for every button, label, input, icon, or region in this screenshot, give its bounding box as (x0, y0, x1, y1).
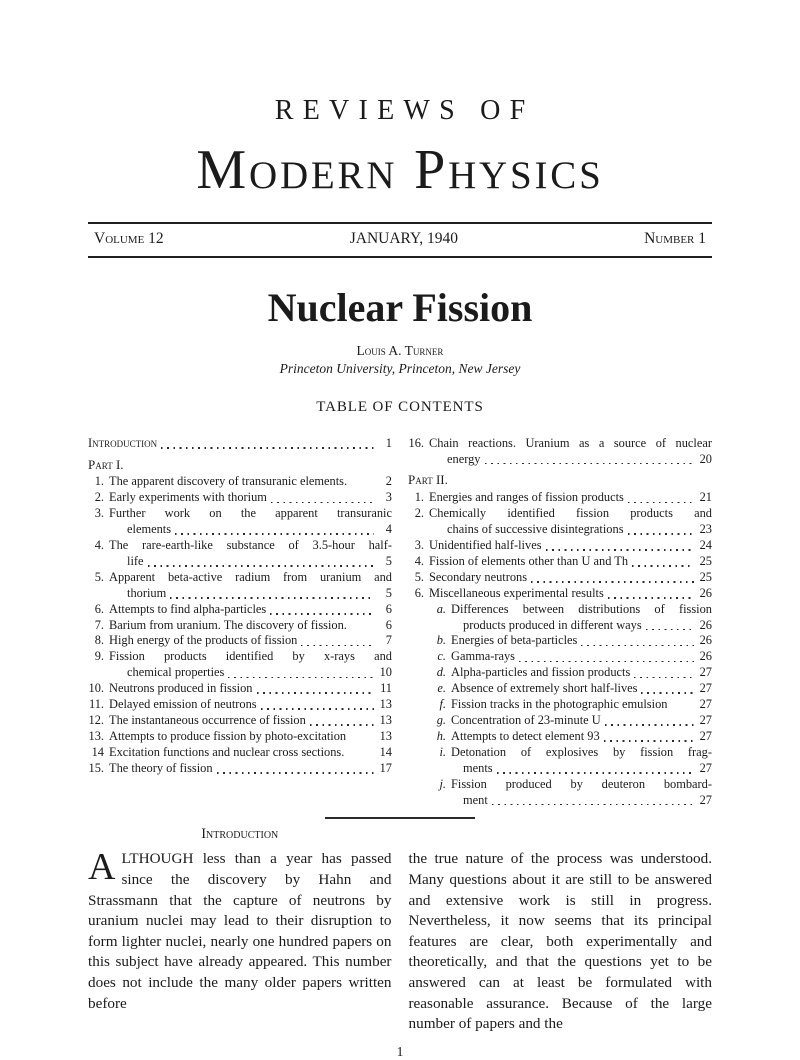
toc-heading: TABLE OF CONTENTS (316, 398, 484, 415)
toc-entry-line (451, 697, 712, 713)
toc-entry (88, 538, 392, 570)
toc-entry (88, 729, 392, 745)
journal-name: Modern Physics (196, 138, 604, 201)
toc-entry (408, 554, 712, 570)
toc-page-number: 27 (699, 665, 712, 680)
dot-leader (310, 724, 374, 726)
dot-leader (605, 724, 694, 726)
table-of-contents (88, 436, 712, 809)
toc-entry-text: Energies of beta-particles (451, 633, 578, 648)
toc-entry-text: ments (463, 760, 493, 775)
toc-entry-body (109, 538, 392, 570)
issue-bar (88, 222, 712, 258)
toc-entry (434, 602, 712, 634)
toc-entry-body (451, 602, 712, 634)
toc-entry-text: Miscellaneous experimental results (429, 585, 604, 600)
toc-entry-body (88, 436, 392, 452)
dot-leader (261, 708, 374, 710)
toc-entry (434, 681, 712, 697)
toc-entry (88, 570, 392, 602)
toc-entry-number: 11. (88, 697, 104, 712)
toc-entry-line (109, 490, 392, 506)
toc-entry-line: Differences between distributions of fission (451, 601, 712, 616)
toc-entry-text: Neutrons produced in fission (109, 681, 253, 696)
toc-entry (88, 681, 392, 697)
toc-page-number: 4 (385, 522, 392, 537)
toc-entry (88, 697, 392, 713)
toc-entry-number: 2. (94, 490, 104, 505)
toc-entry-text: Secondary neutrons (429, 569, 528, 584)
toc-entry-text: ment (463, 792, 488, 807)
toc-right-column (408, 436, 712, 809)
toc-entry-line (109, 474, 392, 490)
toc-entry-line (451, 729, 712, 745)
page-number: 1 (396, 1043, 404, 1059)
toc-entry-line: Fission produced by deuteron bombard- (451, 776, 712, 791)
volume-label: Volume 12 (94, 229, 164, 247)
toc-page-number: 25 (699, 569, 712, 584)
toc-entry-text: Concentration of 23-minute U (451, 713, 601, 727)
toc-page-number: 26 (699, 585, 712, 600)
toc-entry (88, 649, 392, 681)
toc-entry (408, 490, 712, 506)
toc-part-heading: Part II. (408, 472, 448, 488)
toc-page-number: 3 (385, 490, 392, 505)
toc-page-number: 6 (385, 617, 392, 632)
toc-entry-body (109, 633, 392, 649)
toc-entry-number: 6. (94, 601, 104, 616)
toc-entry-number: 1. (94, 474, 104, 489)
toc-entry-text: Energies and ranges of fission products (429, 490, 624, 505)
toc-entry (408, 436, 712, 468)
toc-page-number: 27 (699, 697, 712, 712)
toc-entry-line (127, 522, 392, 538)
toc-entry (434, 649, 712, 665)
toc-entry-line (109, 745, 392, 761)
toc-entry-body (451, 777, 712, 809)
toc-entry-text: The apparent discovery of transuranic elements. (109, 474, 348, 489)
toc-page-number: 13 (379, 713, 392, 727)
dot-leader (492, 804, 694, 806)
toc-entry-text: chemical properties (127, 665, 225, 680)
dot-leader (608, 597, 694, 599)
toc-entry-number: 9. (94, 649, 104, 664)
toc-entry-line (109, 633, 392, 649)
toc-entry-text: Attempts to find alpha-particles (109, 601, 267, 616)
toc-entry-line (429, 490, 712, 506)
toc-entry-body (109, 490, 392, 506)
toc-entry-number: e. (437, 681, 446, 696)
toc-entry-body (109, 697, 392, 713)
toc-entry-number: 2. (414, 506, 424, 521)
toc-entry-number: 5. (94, 569, 104, 584)
dot-leader (641, 692, 694, 694)
toc-entry-line (451, 713, 712, 729)
dot-leader (628, 533, 694, 535)
toc-entry (88, 436, 392, 452)
toc-left-column (88, 436, 392, 809)
toc-entry-line (447, 522, 712, 538)
toc-entry-number: 16. (408, 435, 424, 450)
introduction-section (88, 826, 712, 1034)
toc-entry-body (429, 506, 712, 538)
toc-entry-line (429, 538, 712, 554)
toc-entry (88, 490, 392, 506)
toc-entry-body (429, 490, 712, 506)
toc-entry-body (109, 602, 392, 618)
toc-entry-body (109, 570, 392, 602)
dot-leader (271, 502, 374, 504)
toc-page-number: 1 (385, 435, 392, 450)
toc-entry-text: High energy of the products of fission (109, 633, 298, 648)
toc-entry-text: chains of successive disintegrations (447, 522, 624, 537)
intro-left-column (88, 826, 392, 1034)
toc-page-number: 2 (385, 474, 392, 489)
dot-leader (646, 629, 694, 631)
dot-leader (161, 447, 374, 449)
dot-leader (497, 772, 694, 774)
toc-entry-text: energy (447, 451, 481, 466)
toc-page-number: 5 (385, 585, 392, 600)
toc-entry (88, 506, 392, 538)
dot-leader (148, 565, 374, 567)
author-affiliation: Princeton University, Princeton, New Jersey (279, 360, 521, 376)
toc-entry (88, 713, 392, 729)
toc-entry-line: The rare-earth-like substance of 3.5-hour half- (109, 538, 392, 553)
toc-entry-body (451, 745, 712, 777)
toc-entry (408, 570, 712, 586)
toc-entry-number: f. (439, 697, 446, 712)
toc-page-number: 27 (699, 792, 712, 807)
toc-page-number: 14 (379, 744, 392, 759)
toc-entry (434, 697, 712, 713)
dropcap-letter: A (88, 846, 116, 889)
toc-entry (434, 745, 712, 777)
toc-entry-number: 3. (94, 506, 104, 521)
toc-entry-number: 10. (88, 681, 104, 696)
issue-date: JANUARY, 1940 (349, 229, 458, 247)
toc-page-number: 20 (699, 451, 712, 466)
toc-entry-text: Delayed emission of neutrons (109, 697, 257, 712)
toc-entry-number: c. (437, 649, 446, 664)
dot-leader (175, 533, 374, 535)
toc-page-number: 13 (379, 728, 392, 743)
toc-entry-number: b. (436, 633, 446, 648)
toc-entry-line: Apparent beta-active radium from uranium and (109, 569, 392, 584)
toc-entry-number: i. (439, 744, 446, 759)
toc-entry (434, 665, 712, 681)
dot-leader (531, 581, 694, 583)
toc-entry-number: 6. (414, 585, 424, 600)
dot-leader (628, 502, 694, 504)
toc-entry-line (109, 713, 392, 729)
intro-right-column (409, 826, 713, 1034)
toc-page-number: 23 (699, 522, 712, 537)
dot-leader (270, 613, 374, 615)
toc-entry-line (451, 633, 712, 649)
toc-entry (434, 729, 712, 745)
toc-entry-text: elements (127, 522, 172, 537)
toc-entry-body (109, 745, 392, 761)
journal-series-title: REVIEWS OF (274, 95, 535, 126)
toc-page-number: 26 (699, 649, 712, 664)
introduction-heading: Introduction (201, 826, 279, 843)
toc-entry-body (109, 713, 392, 729)
toc-entry-number: 8. (94, 633, 104, 648)
toc-entry-number: 3. (414, 538, 424, 553)
intro-paragraph-2: the true nature of the process was understood. Many questions about it are still to be answered and extensive work is still in progress. Nevertheless, it now seems that its principal features are clear, both experimentally and theoretically, and that the questions yet to be answered can at least be formulated with reasonable assurance. Because of the large number of papers and the (408, 850, 712, 1033)
toc-page-number: 25 (699, 553, 712, 568)
toc-entry-body (429, 586, 712, 602)
toc-entry-text: Fission of elements other than U and Th (429, 553, 629, 568)
dot-leader (257, 692, 374, 694)
dot-leader (170, 597, 374, 599)
toc-entry-line (429, 570, 712, 586)
toc-entry-body (109, 474, 392, 490)
toc-entry-line: Detonation of explosives by fission frag- (451, 744, 712, 759)
journal-page (88, 0, 712, 1060)
number-label: Number 1 (644, 229, 706, 247)
toc-entry-number: 7. (94, 617, 104, 632)
toc-entry-number: 1. (414, 490, 424, 505)
toc-entry-number: d. (436, 665, 446, 680)
toc-entry-body (109, 729, 392, 745)
dot-leader (217, 772, 374, 774)
toc-entry-body (451, 633, 712, 649)
toc-entry-body (429, 436, 712, 468)
toc-entry-text: Gamma-rays (451, 649, 515, 664)
toc-page-number: 17 (379, 760, 392, 775)
toc-page-number: 27 (699, 681, 712, 696)
toc-page-number: 26 (699, 617, 712, 632)
toc-entry-line (127, 586, 392, 602)
toc-entry-number: a. (436, 601, 446, 616)
toc-entry-text: Alpha-particles and fission products (451, 665, 631, 680)
dot-leader (546, 549, 694, 551)
toc-page-number: 5 (385, 553, 392, 568)
toc-entry-body (109, 761, 392, 777)
toc-entry-body (451, 649, 712, 665)
toc-entry-body (451, 665, 712, 681)
toc-entry-line (429, 554, 712, 570)
toc-entry-number: 13. (88, 728, 104, 743)
toc-entry-body (429, 554, 712, 570)
toc-entry-number: 4. (414, 553, 424, 568)
toc-entry-line (109, 761, 392, 777)
toc-entry-text: Barium from uranium. The discovery of fission. (109, 617, 347, 632)
toc-entry (408, 586, 712, 602)
toc-entry-line (447, 452, 712, 468)
toc-entry-text: Introduction (88, 435, 158, 450)
toc-page-number: 6 (385, 601, 392, 616)
dot-leader (604, 740, 694, 742)
toc-entry-line (463, 618, 712, 634)
intro-paragraph-1 (88, 846, 392, 1014)
toc-entry-line (127, 665, 392, 681)
toc-entry-line (127, 554, 392, 570)
toc-entry (434, 633, 712, 649)
toc-entry-line (109, 729, 392, 745)
toc-entry-line (463, 761, 712, 777)
toc-entry-body (109, 649, 392, 681)
toc-page-number: 24 (699, 538, 712, 553)
toc-entry (88, 474, 392, 490)
toc-entry-line (109, 618, 392, 634)
toc-entry-line (109, 602, 392, 618)
dot-leader (519, 661, 694, 663)
dot-leader (301, 645, 374, 647)
toc-entry-line (429, 586, 712, 602)
toc-entry-body (451, 713, 712, 729)
toc-entry-text: Early experiments with thorium (109, 490, 267, 505)
toc-page-number: 21 (699, 490, 712, 505)
toc-page-number: 7 (385, 633, 392, 648)
toc-page-number: 27 (699, 713, 712, 727)
toc-page-number: 10 (379, 665, 392, 680)
toc-entry-text: Attempts to produce fission by photo-excitation (109, 728, 347, 743)
toc-entry (434, 777, 712, 809)
intro-paragraph-1-text: LTHOUGH less than a year has passed since the discovery by Hahn and Strassmann that the capture of neutrons by uranium nuclei may lead to their disruption to form lighter nuclei, nearly one hundred papers on this subject have already appeared. This number does not include the many older papers written before (88, 850, 392, 1012)
toc-entry-body (429, 570, 712, 586)
toc-entry-number: 5. (414, 569, 424, 584)
toc-entry-body (109, 506, 392, 538)
toc-page-number: 11 (380, 681, 392, 696)
dot-leader (228, 677, 374, 679)
toc-entry-number: 15. (88, 760, 104, 775)
dot-leader (485, 463, 695, 465)
toc-entry-line (451, 665, 712, 681)
toc-entry-line (463, 793, 712, 809)
toc-entry-text: Absence of extremely short half-lives (451, 681, 638, 696)
toc-page-number: 13 (379, 697, 392, 712)
toc-entry-body (451, 697, 712, 713)
toc-entry (434, 713, 712, 729)
author-name: Louis A. Turner (356, 342, 444, 358)
toc-entry-number: 14 (91, 744, 104, 759)
toc-entry-number: 4. (94, 538, 104, 553)
toc-entry (88, 761, 392, 777)
toc-entry-text: life (127, 553, 144, 568)
toc-entry-text: Excitation functions and nuclear cross sections. (109, 744, 345, 759)
toc-entry-text: The instantaneous occurrence of fission (109, 713, 306, 727)
toc-entry-line: Chain reactions. Uranium as a source of nuclear (429, 435, 712, 450)
toc-entry (408, 506, 712, 538)
toc-entry-body (451, 681, 712, 697)
toc-entry (408, 538, 712, 554)
toc-entry-text: The theory of fission (109, 760, 213, 775)
toc-entry-line (88, 436, 392, 452)
toc-part-heading: Part I. (88, 456, 124, 472)
toc-entry (88, 602, 392, 618)
dot-leader (634, 677, 694, 679)
toc-entry-line (109, 681, 392, 697)
toc-entry-number: j. (439, 776, 446, 791)
toc-entry-body (109, 618, 392, 634)
toc-entry (88, 633, 392, 649)
toc-entry-line (109, 697, 392, 713)
toc-page-number: 27 (699, 760, 712, 775)
toc-entry-text: thorium (127, 585, 167, 600)
toc-entry-text: Unidentified half-lives (429, 538, 542, 553)
toc-entry-line: Further work on the apparent transuranic (109, 506, 392, 521)
toc-entry-number: h. (436, 728, 446, 743)
toc-entry-body (429, 538, 712, 554)
toc-entry-line (451, 681, 712, 697)
toc-entry-body (109, 681, 392, 697)
toc-page-number: 27 (699, 728, 712, 743)
article-title: Nuclear Fission (267, 284, 533, 330)
toc-entry-text: products produced in different ways (463, 617, 642, 632)
toc-entry-text: Fission tracks in the photographic emulsion (451, 697, 668, 712)
toc-page-number: 26 (699, 633, 712, 648)
toc-entry (88, 618, 392, 634)
toc-entry-text: Attempts to detect element 93 (451, 728, 600, 743)
toc-entry-body (451, 729, 712, 745)
toc-entry-number: g. (436, 713, 446, 727)
dot-leader (581, 645, 694, 647)
toc-entry-number: 12. (88, 713, 104, 727)
section-divider (325, 817, 475, 819)
toc-entry-line: Chemically identified fission products and (429, 506, 712, 521)
toc-entry (88, 745, 392, 761)
toc-entry-line (451, 649, 712, 665)
dot-leader (632, 565, 694, 567)
toc-entry-line: Fission products identified by x-rays and (109, 649, 392, 664)
